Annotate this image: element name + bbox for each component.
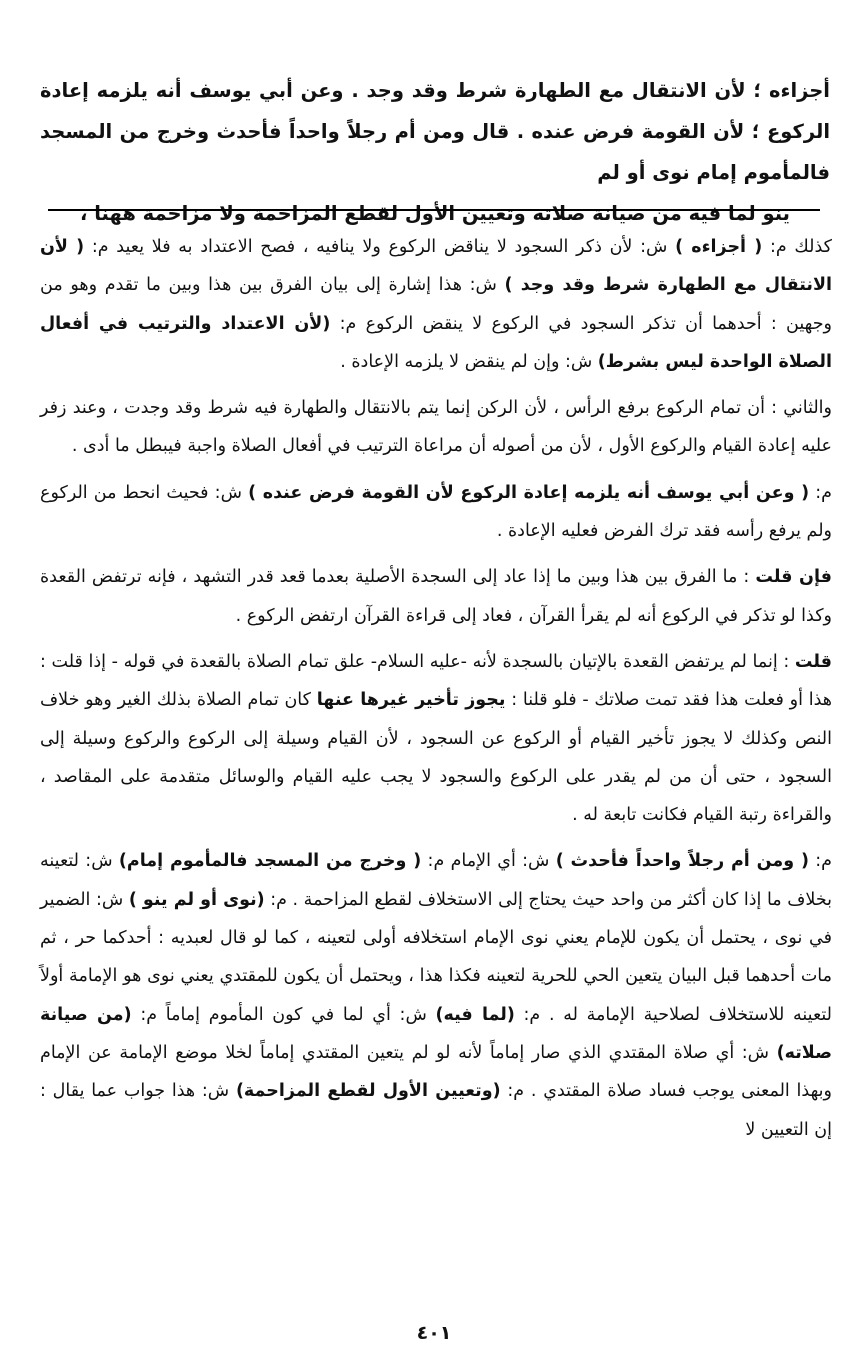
matn-paragraph: ينو لما فيه من صيانة صلاته وتعيين الأول لقطع المزاحمة ولا مزاحمة ههنا ، <box>80 202 790 225</box>
quoted-matn-segment: ( أجزاءه ) <box>675 237 763 257</box>
commentary-segment: ش: لأن ذكر السجود لا يناقض الركوع ولا ينافيه ، فصح الاعتداد به فلا يعيد م: <box>84 237 676 257</box>
commentary-segment: م: <box>808 851 832 872</box>
quoted-matn-segment: ( وعن أبي يوسف أنه يلزمه إعادة الركوع لأن القومة فرض عنده ) <box>248 482 810 503</box>
separator-line <box>48 209 820 211</box>
quoted-matn-segment: ( وخرج من المسجد فالمأموم إمام) <box>118 851 422 872</box>
commentary-paragraph <box>40 228 832 381</box>
commentary-segment: ش: هذا جواب عما يقال : إن التعيين لا <box>40 1081 832 1140</box>
quoted-matn-segment: قلت <box>794 651 832 672</box>
commentary-segment: ش: أي لما في كون المأموم إماماً م: <box>131 1004 436 1025</box>
quoted-matn-segment: (وتعيين الأول لقطع المزاحمة) <box>235 1081 501 1102</box>
commentary-segment: كان تمام الصلاة بذلك الغير وهو خلاف النص وكذلك لا يجوز تأخير القيام أو الركوع عن السجود ، لأن القيام وسيلة إلى الركوع والركوع وسيلة إلى السجود ، حتى أن من لم يقدر على الركوع والسجود لا يجب عليه القيام والوسائل متقدمة على المقاصد ، والقراءة رتبة القيام فكانت تابعة له . <box>40 690 832 826</box>
quoted-matn-segment: فإن قلت <box>755 567 832 588</box>
matn-paragraph: أجزاءه ؛ لأن الانتقال مع الطهارة شرط وقد وجد . وعن أبي يوسف أنه يلزمه إعادة الركوع ؛ لأن القومة فرض عنده . قال ومن أم رجلاً واحداً فأحدث وخرج من المسجد فالمأموم إمام نوى أو لم <box>40 79 830 184</box>
quoted-matn-segment: ( لأن الانتقال مع الطهارة شرط وقد وجد ) <box>40 237 832 296</box>
commentary-segment: ش: وإن لم ينقض لا يلزمه الإعادة . <box>340 351 598 372</box>
quoted-matn-segment: (نوى أو لم ينو ) <box>128 889 265 910</box>
commentary-block <box>40 228 832 1149</box>
commentary-segment: والثاني : أن تمام الركوع برفع الرأس ، لأن الركن إنما يتم بالانتقال والطهارة فيه شرط وقد وجدت ، وعند زفر عليه إعادة القيام والركوع الأول ، لأن من أصوله أن مراعاة الترتيب في أفعال الصلاة واجبة فيبطل ما أدى . <box>40 398 832 457</box>
quoted-matn-segment: (لأن الاعتداد والترتيب في أفعال الصلاة الواحدة ليس بشرط) <box>40 313 832 372</box>
commentary-segment: ش: فحيث انحط من الركوع ولم يرفع رأسه فقد ترك الفرض فعليه الإعادة . <box>40 482 832 542</box>
commentary-segment: ش: أي الإمام م: <box>421 851 556 872</box>
commentary-paragraph <box>40 643 832 834</box>
quoted-matn-segment: يجوز تأخير غيرها عنها <box>316 690 506 711</box>
commentary-segment: ش: الضمير في نوى ، يحتمل أن يكون للإمام يعني نوى الإمام استخلافه أولى لتعينه ، كما لو قال لعبديه : أحدكما حر ، ثم مات أحدهما قبل البيان يتعين الحي للحرية لتعينه فكذا هذا ، ويحتمل أن يكون للمقتدي يعني نوى هو الإمامة أولاً لتعينه للاستخلاف لصلاحية الإمامة له . م: <box>40 889 832 1025</box>
commentary-paragraph <box>40 474 832 551</box>
commentary-paragraph <box>40 389 832 466</box>
quoted-matn-segment: (من صيانة صلاته) <box>40 1004 832 1063</box>
commentary-segment: ش: هذا إشارة إلى بيان الفرق بين هذا وبين ما تقدم وهو من وجهين : أحدهما أن تذكر السجود في الركوع لا ينقض الركوع م: <box>40 275 832 334</box>
commentary-segment: كذلك م: <box>762 237 832 257</box>
commentary-segment: م: <box>809 482 833 503</box>
commentary-segment: ش: لتعينه بخلاف ما إذا كان أكثر من واحد حيث يحتاج إلى الاستخلاف لقطع المزاحمة . م: <box>40 851 832 910</box>
commentary-segment: : ما الفرق بين هذا وبين ما إذا عاد إلى السجدة الأصلية بعدما قعد قدر التشهد ، فإنه ترتفض القعدة وكذا لو تذكر في الركوع أنه لم يقرأ القرآن ، فعاد إلى قراءة القرآن ارتفض الركوع . <box>40 567 832 626</box>
commentary-segment: ش: أي صلاة المقتدي الذي صار إماماً لأنه لو لم يتعين المقتدي إماماً لخلا موضع الإمامة عن الإمام وبهذا المعنى يوجب فساد صلاة المقتدي . م: <box>40 1042 832 1102</box>
commentary-paragraph <box>40 558 832 635</box>
commentary-segment: : إنما لم يرتفض القعدة بالإتيان بالسجدة لأنه -عليه السلام- علق تمام الصلاة بالقعدة في قوله - إذا قلت : هذا أو فعلت هذا فقد تمت صلاتك - فلو قلنا : <box>40 651 833 711</box>
quoted-matn-segment: (لما فيه) <box>435 1004 515 1025</box>
page-number: ٤٠١ <box>416 1322 452 1344</box>
commentary-paragraph <box>40 842 832 1148</box>
quoted-matn-segment: ( ومن أم رجلاً واحداً فأحدث ) <box>555 851 809 872</box>
